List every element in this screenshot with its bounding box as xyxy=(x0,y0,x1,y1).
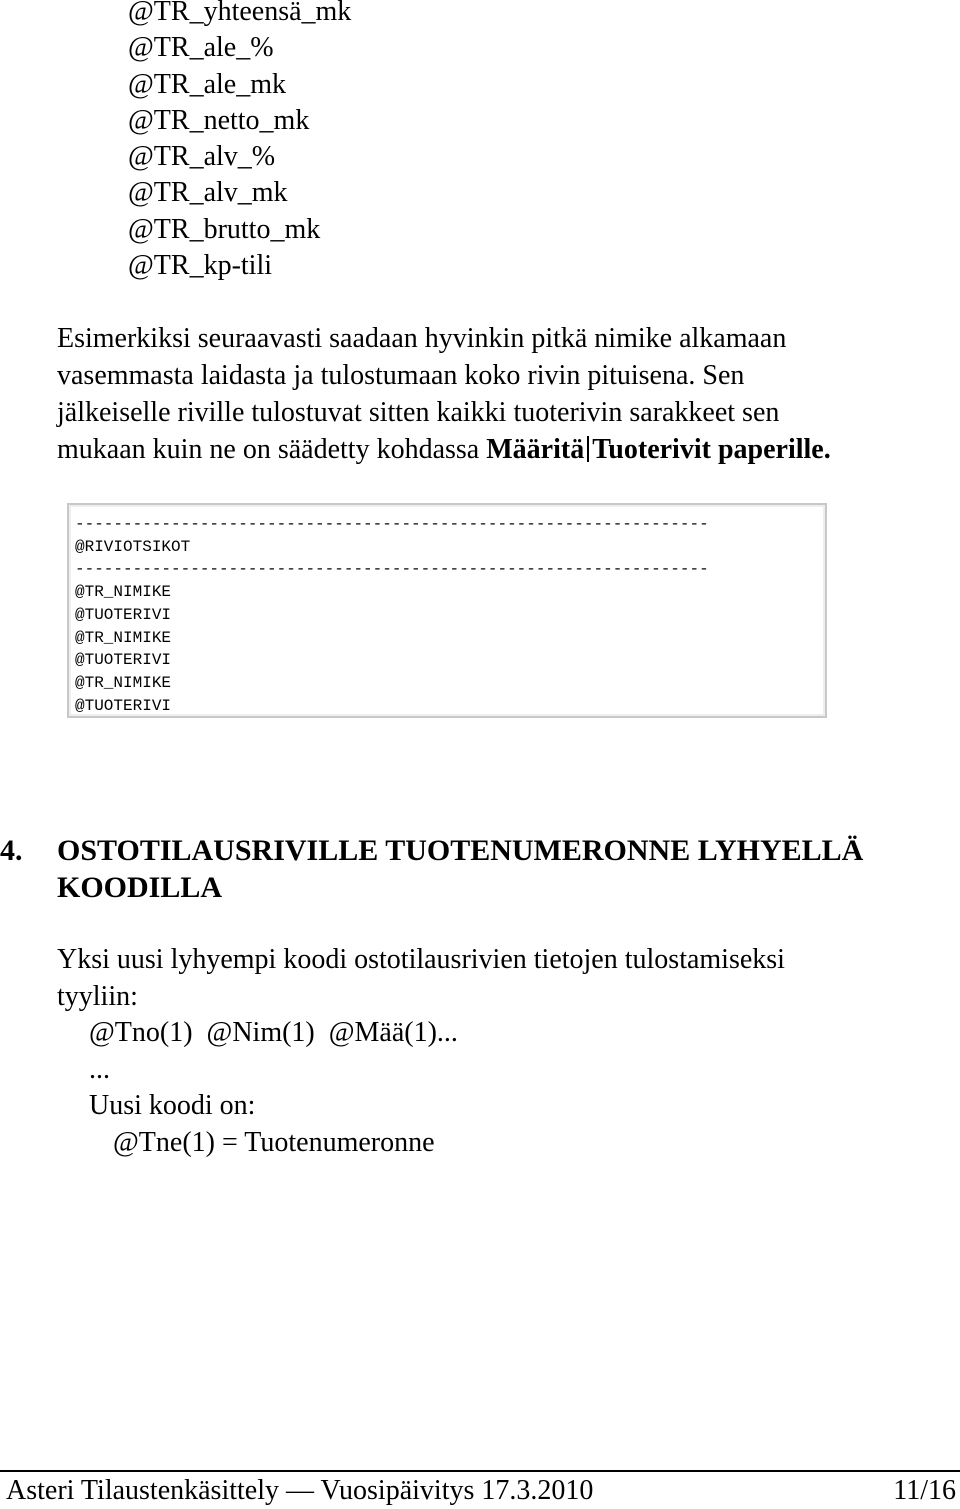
code-line: @RIVIOTSIKOT xyxy=(75,537,191,556)
code-line: @TR_NIMIKE xyxy=(75,583,172,602)
code-item: @TR_ale_mk xyxy=(128,68,286,100)
paragraph-line: Yksi uusi lyhyempi koodi ostotilausrivien tietojen tulostamiseksi xyxy=(57,944,785,975)
code-item: @TR_ale_% xyxy=(128,32,274,64)
heading-text: OSTOTILAUSRIVILLE TUOTENUMERONNE LYHYELLÄ xyxy=(57,834,864,867)
footer-title: Asteri Tilaustenkäsittely — Vuosipäivitys 17.3.2010 xyxy=(6,1475,594,1506)
section-heading xyxy=(0,832,864,906)
paragraph-period: . xyxy=(823,434,831,465)
code-line: @TUOTERIVI xyxy=(75,651,172,670)
menu-path-maarita: Määritä xyxy=(486,434,585,465)
code-line: @TUOTERIVI xyxy=(75,605,172,624)
paragraph-line: vasemmasta laidasta ja tulostumaan koko rivin pituisena. Sen xyxy=(57,360,745,391)
page-number: 11/16 xyxy=(893,1475,956,1506)
new-code-definition: @Tne(1) = Tuotenumeronne xyxy=(113,1126,435,1158)
code-item: @TR_brutto_mk xyxy=(128,213,321,245)
code-item: @TR_alv_mk xyxy=(128,177,288,209)
heading-line: KOODILLA xyxy=(57,871,223,904)
code-example-line: @Tno(1) @Nim(1) @Mää(1)... xyxy=(89,1017,458,1048)
code-list xyxy=(128,0,351,284)
paragraph-text: mukaan kuin ne on säädetty kohdassa xyxy=(57,434,487,465)
code-example-line: ... xyxy=(89,1053,110,1085)
paragraph-line xyxy=(57,431,937,468)
paragraph-line: tyyliin: xyxy=(57,980,138,1012)
section-number: 4. xyxy=(0,834,23,867)
code-item: @TR_alv_% xyxy=(128,141,276,173)
code-line: @TR_NIMIKE xyxy=(75,673,172,692)
page-footer xyxy=(0,1472,960,1509)
code-line: ------------------------------------------------------------------ xyxy=(75,515,709,533)
code-item: @TR_yhteensä_mk xyxy=(128,0,352,27)
code-line: @TR_NIMIKE xyxy=(75,628,172,647)
code-example-text xyxy=(75,513,709,717)
new-code-paragraph xyxy=(57,942,785,1161)
menu-path-tuoterivit: Tuoterivit paperille xyxy=(592,434,824,465)
code-example-box xyxy=(67,503,827,718)
paragraph-line: Uusi koodi on: xyxy=(89,1090,256,1121)
code-line: @TUOTERIVI xyxy=(75,696,172,715)
paragraph-line: jälkeiselle riville tulostuvat sitten kaikki tuoterivin sarakkeet sen xyxy=(57,397,780,428)
code-item: @TR_kp-tili xyxy=(128,250,273,282)
paragraph-line: Esimerkiksi seuraavasti saadaan hyvinkin pitkä nimike alkamaan xyxy=(57,323,787,354)
heading-line xyxy=(0,832,864,869)
menu-path-separator xyxy=(587,436,589,462)
example-paragraph xyxy=(57,320,937,468)
code-line: ------------------------------------------------------------------ xyxy=(75,560,709,579)
code-item: @TR_netto_mk xyxy=(128,104,310,136)
